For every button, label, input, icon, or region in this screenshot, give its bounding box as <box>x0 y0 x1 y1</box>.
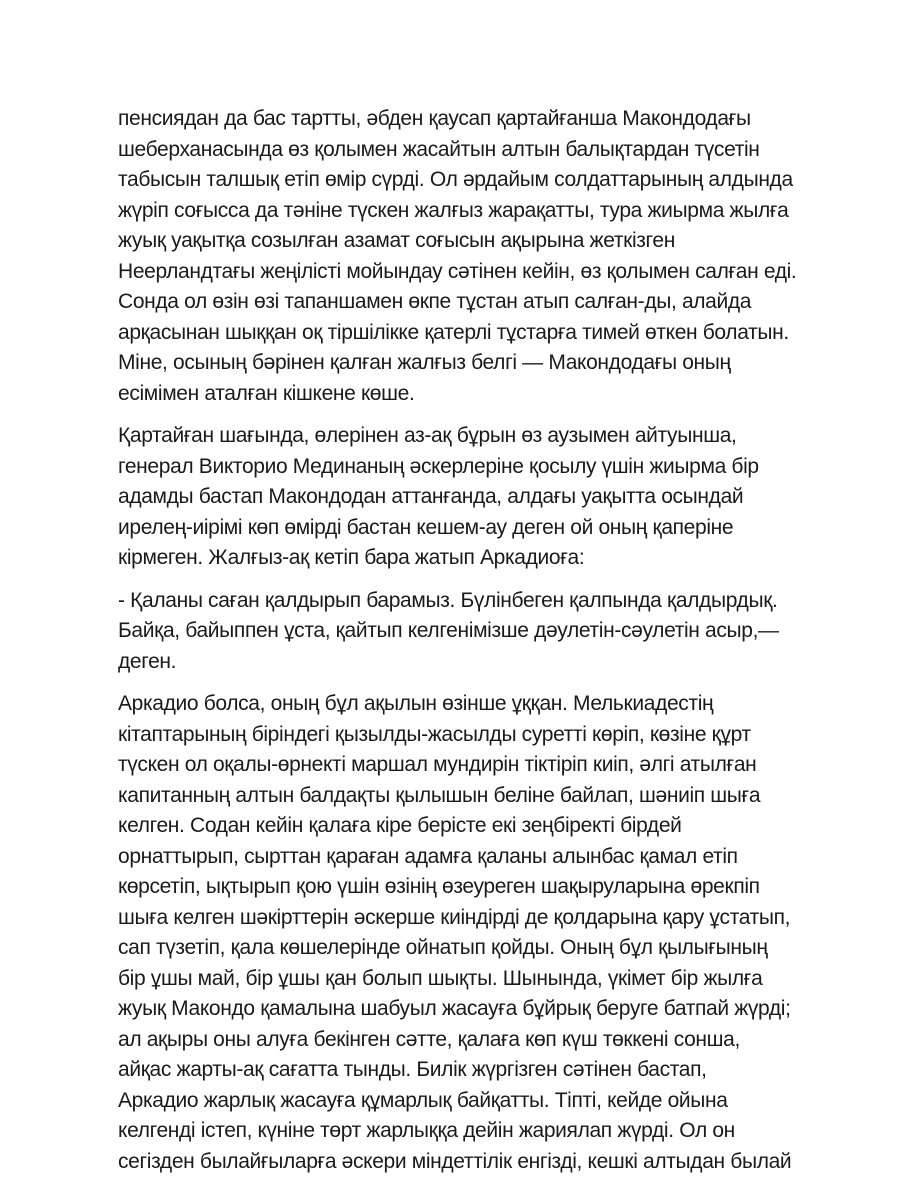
text-line: ал ақыры оны алуға бекінген сәтте, қалаға көп күш төккені сонша, <box>118 1027 740 1051</box>
text-line: сап түзетіп, қала көшелерінде ойнатып қойды. Оның бұл қылығының <box>118 936 768 959</box>
text-line: Міне, осының бәрінен қалған жалғыз белгі — Макондодағы оның <box>118 351 731 374</box>
text-line: жүріп соғысса да тәніне түскен жалғыз жарақатты, тура жиырма жылға <box>118 198 789 222</box>
text-line: айқас жарты-ақ сағатта тынды. Билік жүргізген сәтінен бастап, <box>118 1058 707 1081</box>
paragraph-3 <box>118 586 818 678</box>
text-line: Қартайған шағында, өлерінен аз-ақ бұрын өз аузымен айтуынша, <box>118 424 737 447</box>
text-line: адамды бастап Макондодан аттанғанда, алдағы уақытта осындай <box>118 485 744 508</box>
text-line: есімімен аталған кішкене көше. <box>118 381 415 405</box>
text-line: - Қаланы саған қалдырып барамыз. Бүлінбеген қалпында қалдырдық. <box>118 588 778 612</box>
text-line: ирелең-иірімі көп өмірді бастан кешем-ау деген ой оның қаперіне <box>118 515 734 539</box>
text-line: келген. Содан кейін қалаға кіре берісте екі зеңбіректі бірдей <box>118 814 682 837</box>
text-line: жуық Макондо қамалына шабуыл жасауға бұйрық беруге батпай жүрді; <box>118 997 791 1020</box>
text-line: деген. <box>118 649 177 673</box>
text-line: сегізден былайғыларға әскери міндеттілік енгізді, кешкі алтыдан былай <box>118 1149 792 1173</box>
text-line: генерал Викторио Мединаның әскерлеріне қосылу үшін жиырма бір <box>118 454 759 478</box>
text-line: жуық уақытқа созылған азамат соғысын ақырына жеткізген <box>118 229 675 252</box>
text-line: түскен ол оқалы-өрнекті маршал мундирін тіктіріп киіп, әлгі атылған <box>118 753 757 776</box>
text-line: Сонда ол өзін өзі тапаншамен өкпе тұстан атып салған-ды, алайда <box>118 290 752 313</box>
text-line: арқасынан шыққан оқ тіршілікке қатерлі тұстарға тимей өткен болатын. <box>118 320 789 344</box>
document-page <box>118 104 818 1189</box>
text-line: шеберханасында өз қолымен жасайтын алтын балықтардан түсетін <box>118 137 760 161</box>
text-line: кірмеген. Жалғыз-ақ кетіп бара жатып Аркадиоға: <box>118 546 585 569</box>
text-line: Аркадио болса, оның бұл ақылын өзінше ұққан. Мелькиадестің <box>118 692 714 715</box>
text-line: келгенді істеп, күніне төрт жарлыққа дейін жариялап жүрді. Ол он <box>118 1119 735 1142</box>
paragraph-1 <box>118 104 818 409</box>
text-line: бір ұшы май, бір ұшы қан болып шықты. Шынында, үкімет бір жылға <box>118 966 763 990</box>
text-line: орнаттырып, сырттан қараған адамға қаланы алынбас қамал етіп <box>118 844 738 868</box>
text-line: Неерландтағы жеңілісті мойындау сәтінен кейін, өз қолымен салған еді. <box>118 259 797 283</box>
paragraph-2 <box>118 421 818 574</box>
text-line: кітаптарының біріндегі қызылды-жасылды суретті көріп, көзіне құрт <box>118 722 751 746</box>
text-line: пенсиядан да бас тартты, әбден қаусап қартайғанша Макондодағы <box>118 107 751 130</box>
paragraph-4 <box>118 689 818 1177</box>
text-line: табысын талшық етіп өмір сүрді. Ол әрдайым солдаттарының алдында <box>118 168 793 191</box>
text-line: көрсетіп, ықтырып қою үшін өзінің өзеуреген шақыруларына өрекпіп <box>118 875 760 898</box>
text-line: шыға келген шәкірттерін әскерше киіндірді де қолдарына қару ұстатып, <box>118 905 791 929</box>
text-line: Аркадио жарлық жасауға құмарлық байқатты. Тіпті, кейде ойына <box>118 1088 728 1112</box>
text-line: Байқа, байыппен ұста, қайтып келгенімізше дәулетін-сәулетін асыр,— <box>118 619 779 642</box>
text-line: капитанның алтын балдақты қылышын беліне байлап, шәниіп шыға <box>118 783 761 807</box>
